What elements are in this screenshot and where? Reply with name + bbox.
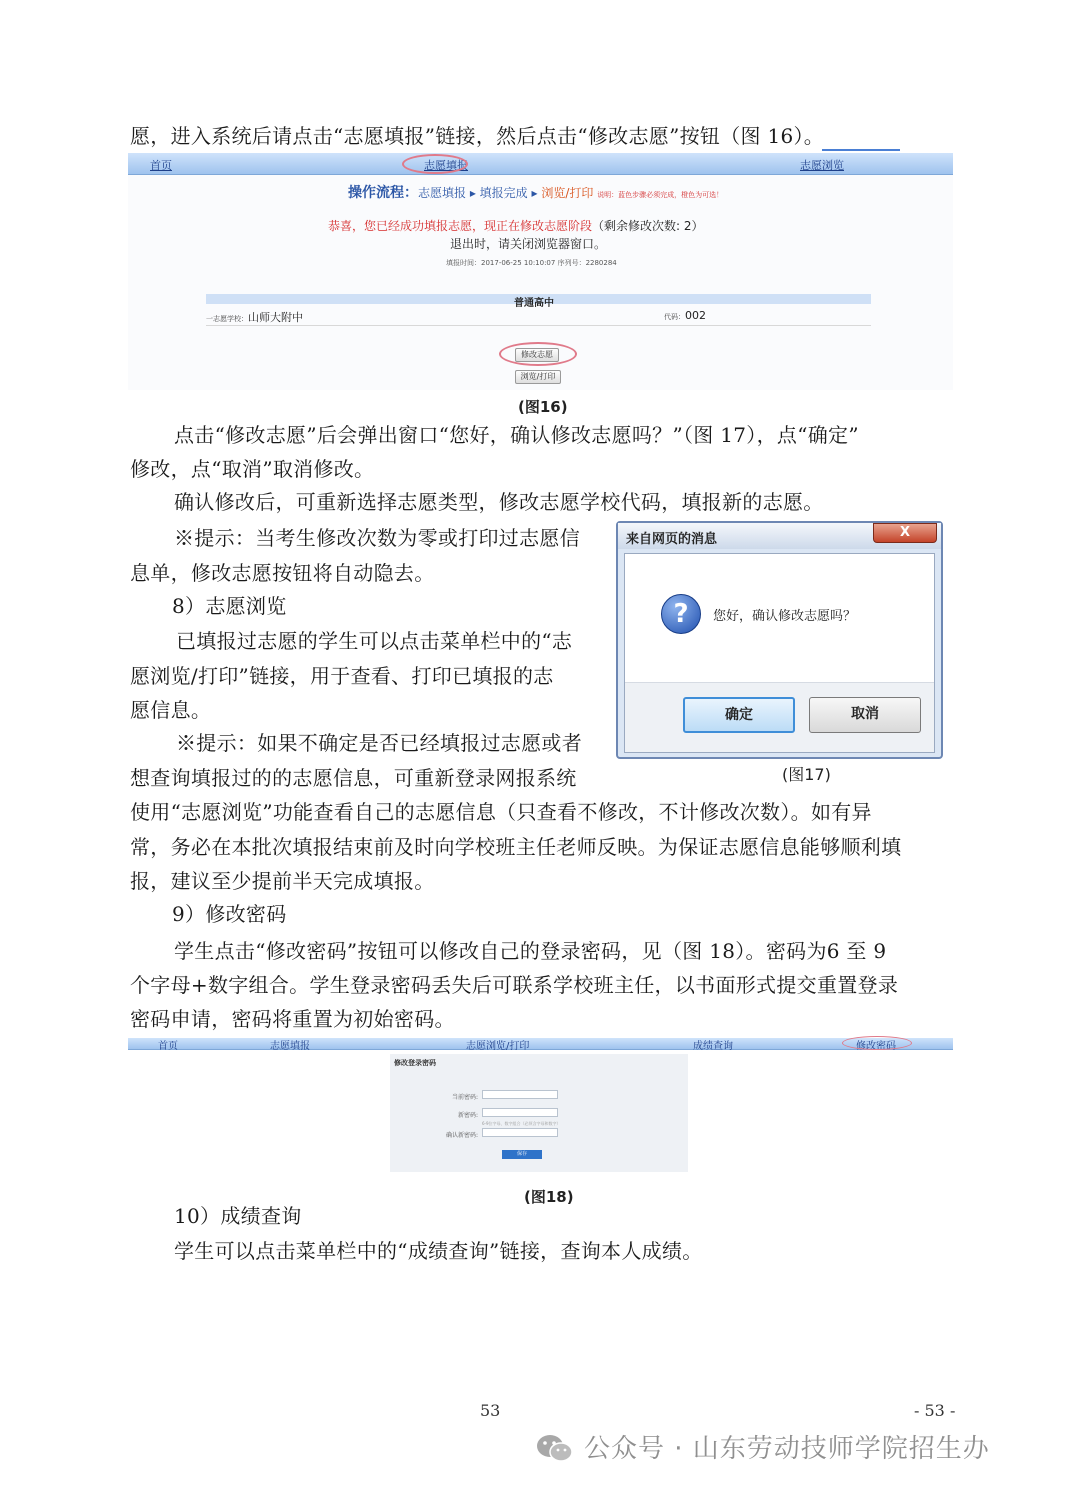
row-label: 一志愿学校： (206, 315, 248, 323)
nav-fill-link[interactable]: 志愿填报 (270, 1041, 310, 1052)
dialog-body (624, 553, 935, 753)
paragraph-line: 点击“修改志愿”后会弹出窗口“您好，确认修改志愿吗？”（图 17），点“确定” (174, 423, 859, 447)
table-row-code (664, 309, 706, 322)
section-heading: 9）修改密码 (172, 902, 287, 926)
flow-current-step: 浏览/打印 (541, 186, 594, 200)
dialog-message: 您好，确认修改志愿吗？ (713, 609, 857, 624)
nav-fill-link[interactable]: 志愿填报 (424, 159, 468, 172)
page-number-right: - 53 - (914, 1401, 956, 1420)
process-flow (348, 182, 723, 202)
congrats-text: 恭喜，您已经成功填报志愿，现正在修改志愿阶段 (328, 219, 593, 233)
question-icon: ? (661, 594, 701, 634)
current-password-input[interactable] (482, 1090, 558, 1099)
figure-caption: (图18) (524, 1188, 574, 1206)
save-button[interactable]: 保存 (502, 1150, 542, 1159)
highlight-oval (842, 1036, 912, 1050)
close-button[interactable]: X (873, 523, 937, 543)
paragraph-line: 息单，修改志愿按钮将自动隐去。 (130, 561, 435, 585)
figure-caption: (图17) (782, 765, 831, 784)
panel-title: 修改登录密码 (394, 1059, 436, 1067)
top-nav-bar (128, 1038, 953, 1050)
paragraph-line: 密码申请，密码将重置为初始密码。 (130, 1007, 455, 1031)
figure-16-screenshot (128, 153, 953, 390)
nav-browse-link[interactable]: 志愿浏览 (800, 159, 844, 172)
wechat-icon (536, 1433, 574, 1463)
paragraph-line: 愿信息。 (130, 698, 212, 722)
paragraph-line: ※提示：当考生修改次数为零或打印过志愿信 (174, 526, 580, 550)
highlight-oval (402, 154, 468, 174)
nav-password-link[interactable]: 修改密码 (856, 1041, 896, 1052)
row-divider (206, 325, 871, 326)
paragraph-line: 报，建议至少提前半天完成填报。 (130, 869, 435, 893)
table-header: 普通高中 (514, 298, 554, 309)
paragraph-line: 常，务必在本批次填报结束前及时向学校班主任老师反映。为保证志愿信息能够顺利填 (130, 835, 902, 859)
code-value: 002 (685, 309, 706, 322)
browse-print-button[interactable]: 浏览/打印 (515, 370, 561, 384)
flow-label: 操作流程： (348, 185, 418, 201)
current-password-label: 当前密码: (451, 1094, 478, 1101)
figure-18-screenshot (128, 1038, 953, 1174)
table-row-school (206, 309, 303, 325)
flow-note: 说明：蓝色步骤必须完成，橙色为可选！ (597, 191, 724, 199)
code-label: 代码： (664, 313, 685, 321)
paragraph-line: ※提示：如果不确定是否已经填报过志愿或者 (176, 731, 582, 755)
submit-meta: 填报时间：2017-06-25 10:10:07 序列号：2280284 (446, 259, 617, 267)
nav-score-link[interactable]: 成绩查询 (693, 1041, 733, 1052)
page-number-center: 53 (480, 1401, 501, 1420)
quit-note: 退出时，请关闭浏览器窗口。 (450, 237, 607, 251)
flow-steps: 志愿填报 ▸ 填报完成 ▸ (418, 186, 542, 200)
confirm-dialog (616, 521, 943, 759)
highlight-oval (499, 342, 577, 366)
modify-choice-button[interactable]: 修改志愿 (515, 348, 559, 362)
dialog-title: 来自网页的消息 (626, 532, 718, 547)
ok-button[interactable]: 确定 (683, 697, 795, 733)
congrats-message (328, 217, 704, 234)
remaining-count: （剩余修改次数: 2） (592, 219, 704, 233)
cancel-button[interactable]: 取消 (809, 697, 921, 733)
top-nav-bar (128, 153, 953, 175)
new-password-input[interactable] (482, 1108, 558, 1117)
confirm-password-input[interactable] (482, 1128, 558, 1137)
password-hint: 6-9位字母、数字组合（必须含字母和数字） (482, 1121, 561, 1126)
paragraph-line: 学生点击“修改密码”按钮可以修改自己的登录密码，见（图 18）。密码为6 至 9 (174, 939, 887, 963)
confirm-password-label: 确认新密码: (445, 1132, 478, 1139)
paragraph-line: 已填报过志愿的学生可以点击菜单栏中的“志 (176, 629, 573, 653)
paragraph-line: 想查询填报过的的志愿信息，可重新登录网报系统 (130, 766, 577, 790)
paragraph-line: 愿浏览/打印”链接，用于查看、打印已填报的志 (130, 664, 554, 688)
underline-decoration (822, 149, 900, 151)
school-name: 山师大附中 (248, 311, 303, 324)
paragraph-line: 学生可以点击菜单栏中的“成绩查询”链接，查询本人成绩。 (174, 1239, 703, 1263)
figure-caption: (图16) (518, 398, 568, 416)
password-panel (390, 1054, 688, 1172)
paragraph-line: 修改，点“取消”取消修改。 (130, 457, 375, 481)
section-heading: 10）成绩查询 (174, 1204, 302, 1228)
watermark-text: 公众号 · 山东劳动技师学院招生办 (584, 1434, 990, 1464)
new-password-label: 新密码: (457, 1112, 478, 1119)
nav-home-link[interactable]: 首页 (150, 159, 172, 172)
paragraph-line: 愿，进入系统后请点击“志愿填报”链接，然后点击“修改志愿”按钮（图 16）。 (130, 124, 825, 148)
paragraph-line: 使用“志愿浏览”功能查看自己的志愿信息（只查看不修改，不计修改次数）。如有异 (130, 800, 872, 824)
dialog-button-area (625, 682, 934, 752)
nav-home-link[interactable]: 首页 (158, 1041, 178, 1052)
paragraph-line: 确认修改后，可重新选择志愿类型，修改志愿学校代码，填报新的志愿。 (174, 490, 824, 514)
section-heading: 8）志愿浏览 (172, 594, 287, 618)
paragraph-line: 个字母+数字组合。学生登录密码丢失后可联系学校班主任，以书面形式提交重置登录 (130, 973, 899, 997)
nav-browse-print-link[interactable]: 志愿浏览/打印 (466, 1041, 530, 1052)
